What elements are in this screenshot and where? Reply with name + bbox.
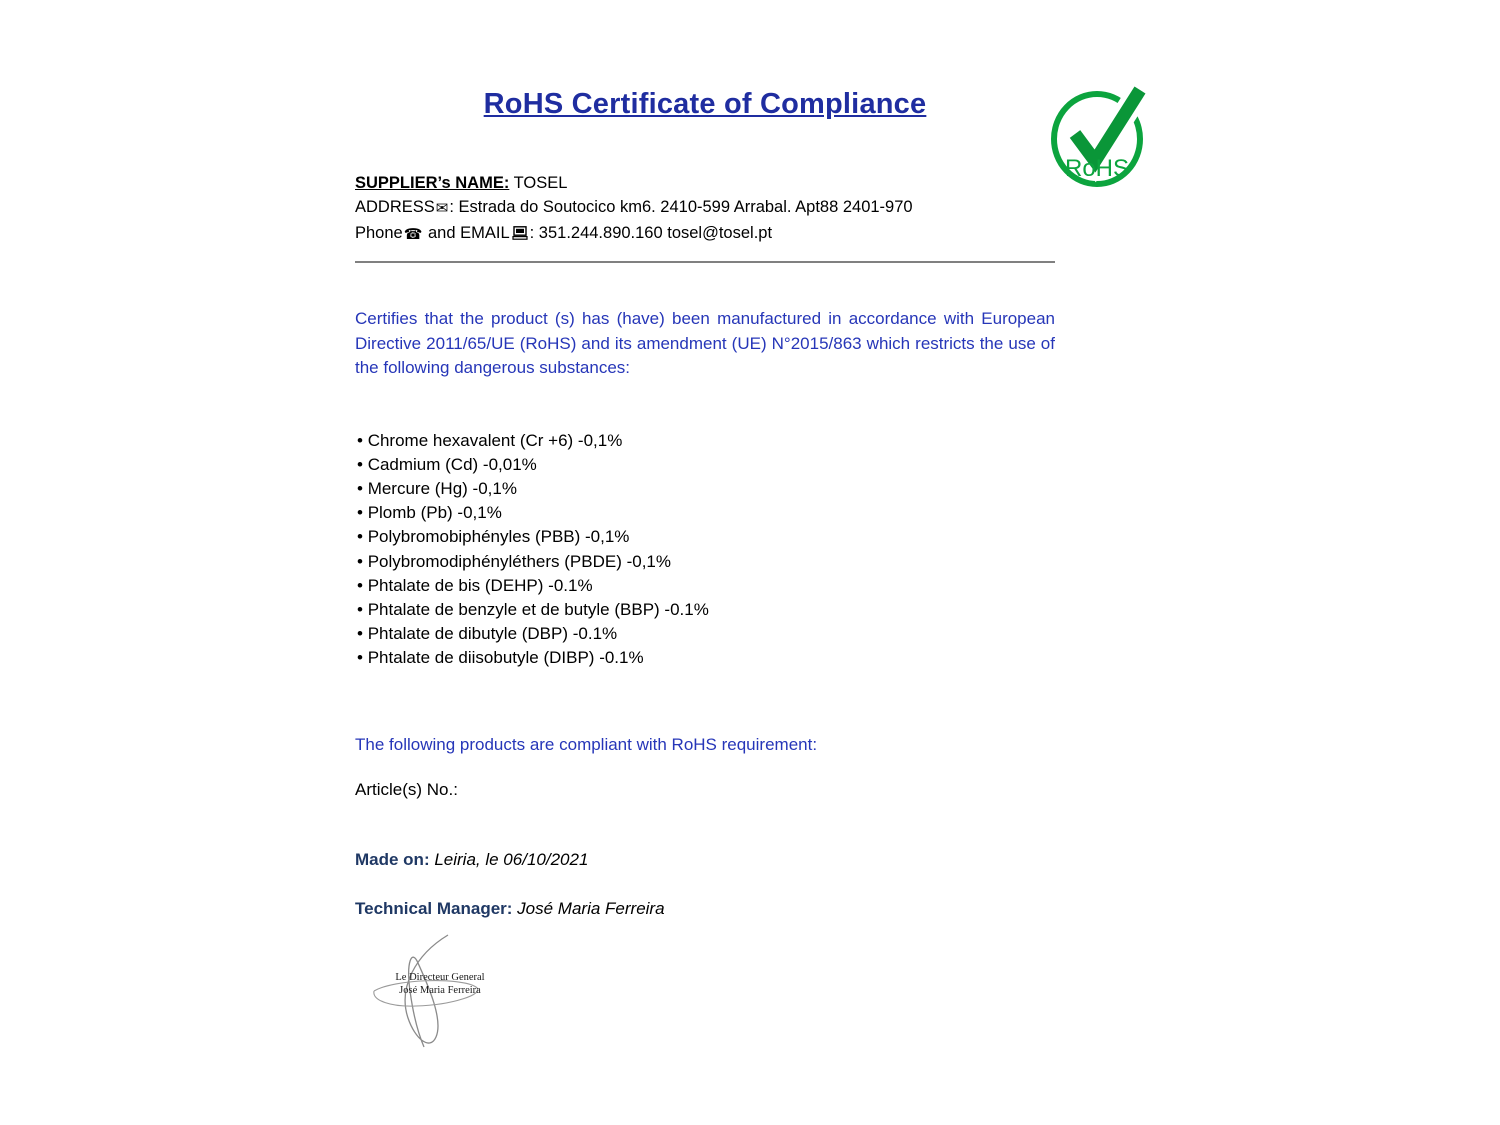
signature-block: [360, 933, 510, 1053]
phone-label: Phone: [355, 224, 403, 242]
technical-manager-value: José Maria Ferreira: [512, 898, 665, 918]
substance-item: • Polybromodiphényléthers (PBDE) -0,1%: [357, 550, 1055, 574]
signature-name-line: José Maria Ferreira: [399, 984, 481, 996]
rohs-logo-text: RoHS: [1064, 155, 1130, 182]
envelope-icon: ✉: [435, 200, 449, 217]
contact-value: : 351.244.890.160 tosel@tosel.pt: [529, 224, 773, 242]
substance-item: • Chrome hexavalent (Cr +6) -0,1%: [357, 429, 1055, 453]
supplier-name-line: [355, 171, 1055, 195]
supplier-name-label: SUPPLIER’s NAME:: [355, 174, 510, 192]
made-on-line: [355, 850, 1055, 870]
technical-manager-line: [355, 899, 1055, 919]
supplier-name-value: TOSEL: [509, 174, 568, 192]
supplier-block: [355, 171, 1055, 247]
document-title: RoHS Certificate of Compliance: [483, 88, 927, 120]
phone-icon: ☎: [403, 226, 423, 243]
substance-item: • Polybromobiphényles (PBB) -0,1%: [357, 525, 1055, 549]
signature-title-line: Le Directeur General: [395, 971, 485, 983]
compliance-statement: The following products are compliant with RoHS requirement:: [355, 734, 818, 754]
made-on-label: Made on:: [355, 849, 430, 869]
rohs-checkmark-icon: [1050, 82, 1150, 190]
document-content: [355, 88, 1055, 1053]
rohs-logo: [1050, 82, 1150, 190]
substance-item: • Phtalate de diisobutyle (DIBP) -0.1%: [357, 646, 1055, 670]
certification-statement: Certifies that the product (s) has (have) been manufactured in accordance with European Directive 2011/65/UE (RoHS) and its amendment (UE) N°2015/863 which restricts the use of the following dangerous substances:: [355, 309, 1055, 377]
signature-stamp-text: [380, 971, 500, 997]
address-value: : Estrada do Soutocico km6. 2410-599 Arrabal. Apt88 2401-970: [449, 198, 913, 216]
substance-item: • Mercure (Hg) -0,1%: [357, 477, 1055, 501]
email-label: and EMAIL: [423, 224, 510, 242]
substances-list: [355, 429, 1055, 671]
substance-item: • Phtalate de benzyle et de butyle (BBP) -0.1%: [357, 598, 1055, 622]
computer-icon: [512, 226, 528, 240]
article-number-label: Article(s) No.:: [355, 779, 458, 799]
address-label: ADDRESS: [355, 198, 435, 216]
divider: [355, 261, 1055, 263]
supplier-contact-line: [355, 221, 1055, 247]
made-on-value: Leiria, le 06/10/2021: [429, 849, 589, 869]
technical-manager-label: Technical Manager:: [355, 898, 513, 918]
substance-item: • Phtalate de bis (DEHP) -0.1%: [357, 574, 1055, 598]
supplier-address-line: [355, 195, 1055, 221]
substance-item: • Plomb (Pb) -0,1%: [357, 501, 1055, 525]
substance-item: • Phtalate de dibutyle (DBP) -0.1%: [357, 622, 1055, 646]
substance-item: • Cadmium (Cd) -0,01%: [357, 453, 1055, 477]
